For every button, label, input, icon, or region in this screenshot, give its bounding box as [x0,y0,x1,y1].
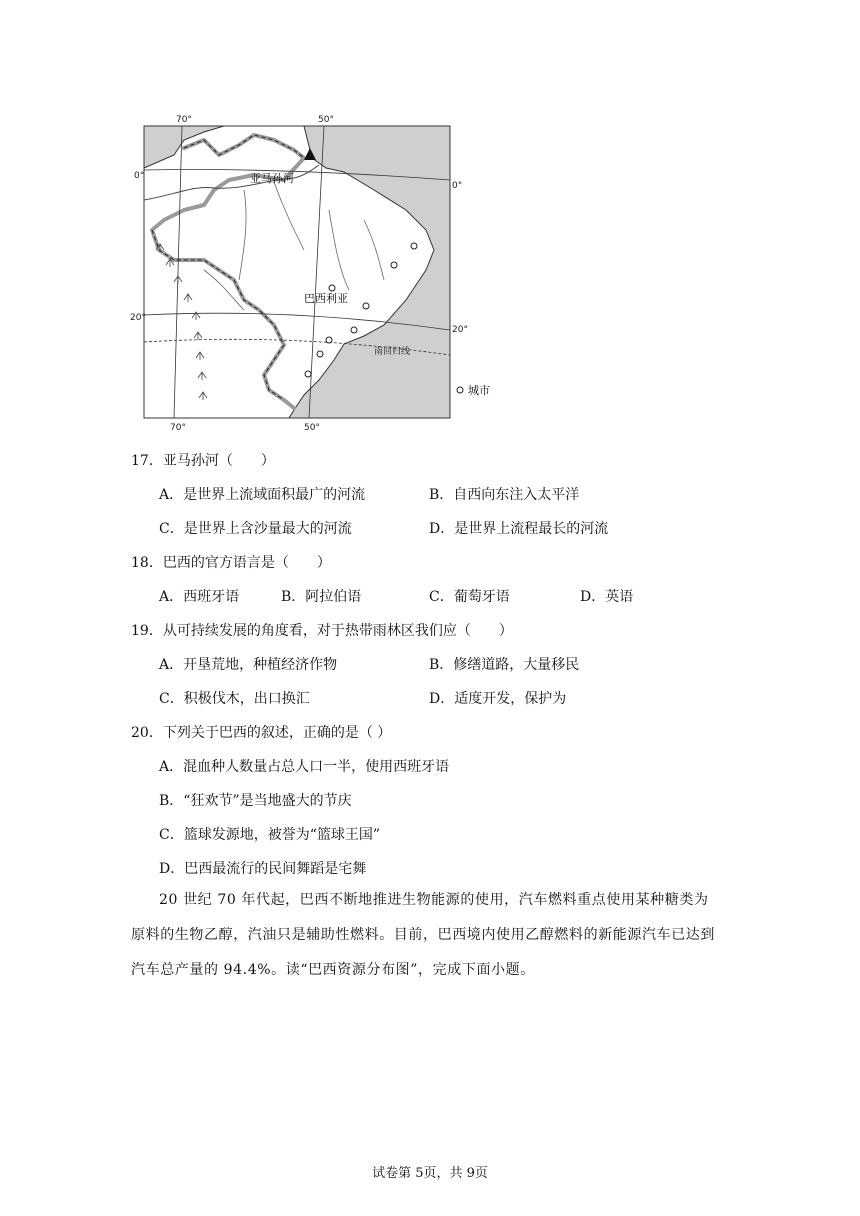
legend-city-icon [457,387,463,393]
question-19-option-c[interactable]: C．积极伐木，出口换汇 [159,691,310,707]
question-20-option-a[interactable]: A．混血种人数量占总人口一半，使用西班牙语 [159,759,450,775]
question-17-stem: 17．亚马孙河（ ） [131,453,275,469]
question-20-option-c[interactable]: C．篮球发源地，被誉为“篮球王国” [159,827,381,843]
amazon-river-label: 亚马孙河 [250,172,294,185]
question-20-option-d[interactable]: D．巴西最流行的民间舞蹈是宅舞 [159,861,367,877]
question-18-option-b[interactable]: B．阿拉伯语 [281,589,362,605]
lon-label-70-bottom: 70° [170,423,186,433]
passage-line-2: 原料的生物乙醇，汽油只是辅助性燃料。目前，巴西境内使用乙醇燃料的新能源汽车已达到 [131,927,715,943]
brasilia-label: 巴西利亚 [304,292,348,305]
question-18-option-c[interactable]: C．葡萄牙语 [429,589,510,605]
reading-passage [131,883,741,988]
capital-marker [329,285,335,291]
question-20-stem: 20．下列关于巴西的叙述，正确的是（ ） [131,725,392,741]
question-19-option-b[interactable]: B．修缮道路，大量移民 [429,657,580,673]
question-19-option-d[interactable]: D．适度开发，保护为 [429,691,567,707]
question-17-option-d[interactable]: D．是世界上流程最长的河流 [429,521,609,537]
lat-label-0-right: 0° [452,181,463,191]
lon-label-50-bottom: 50° [304,423,320,433]
page-footer: 试卷第 5页，共 9页 [372,1166,488,1181]
city-marker [411,243,417,249]
brazil-map [130,110,504,433]
passage-line-3: 汽车总产量的 94.4%。读“巴西资源分布图”，完成下面小题。 [131,962,535,978]
lon-label-50-top: 50° [318,115,334,125]
question-17-option-a[interactable]: A．是世界上流域面积最广的河流 [159,487,366,503]
tropic-label: 南回归线 [374,347,411,357]
lat-label-20-left: 20° [130,313,146,323]
lat-label-20-right: 20° [452,325,468,335]
city-marker [351,327,357,333]
passage-line-1: 20 世纪 70 年代起，巴西不断地推进生物能源的使用，汽车燃料重点使用某种糖类为 [159,892,709,908]
question-18-option-a[interactable]: A．西班牙语 [159,589,240,605]
question-19-stem: 19．从可持续发展的角度看，对于热带雨林区我们应（ ） [131,623,513,639]
question-18-option-d[interactable]: D．英语 [580,589,634,605]
city-marker [363,303,369,309]
question-20-option-b[interactable]: B．“狂欢节”是当地盛大的节庆 [159,793,352,809]
city-marker [305,371,311,377]
lat-label-0-left: 0° [134,171,145,181]
legend-city-label: 城市 [468,384,490,397]
city-marker [317,351,323,357]
question-17-option-c[interactable]: C．是世界上含沙量最大的河流 [159,521,352,537]
brazil-map-svg [130,110,504,433]
city-marker [326,337,332,343]
question-19-option-a[interactable]: A．开垦荒地，种植经济作物 [159,657,338,673]
question-17-option-b[interactable]: B．自西向东注入太平洋 [429,487,580,503]
question-18-stem: 18．巴西的官方语言是（ ） [131,555,331,571]
city-marker [391,262,397,268]
lon-label-70-top: 70° [176,115,192,125]
